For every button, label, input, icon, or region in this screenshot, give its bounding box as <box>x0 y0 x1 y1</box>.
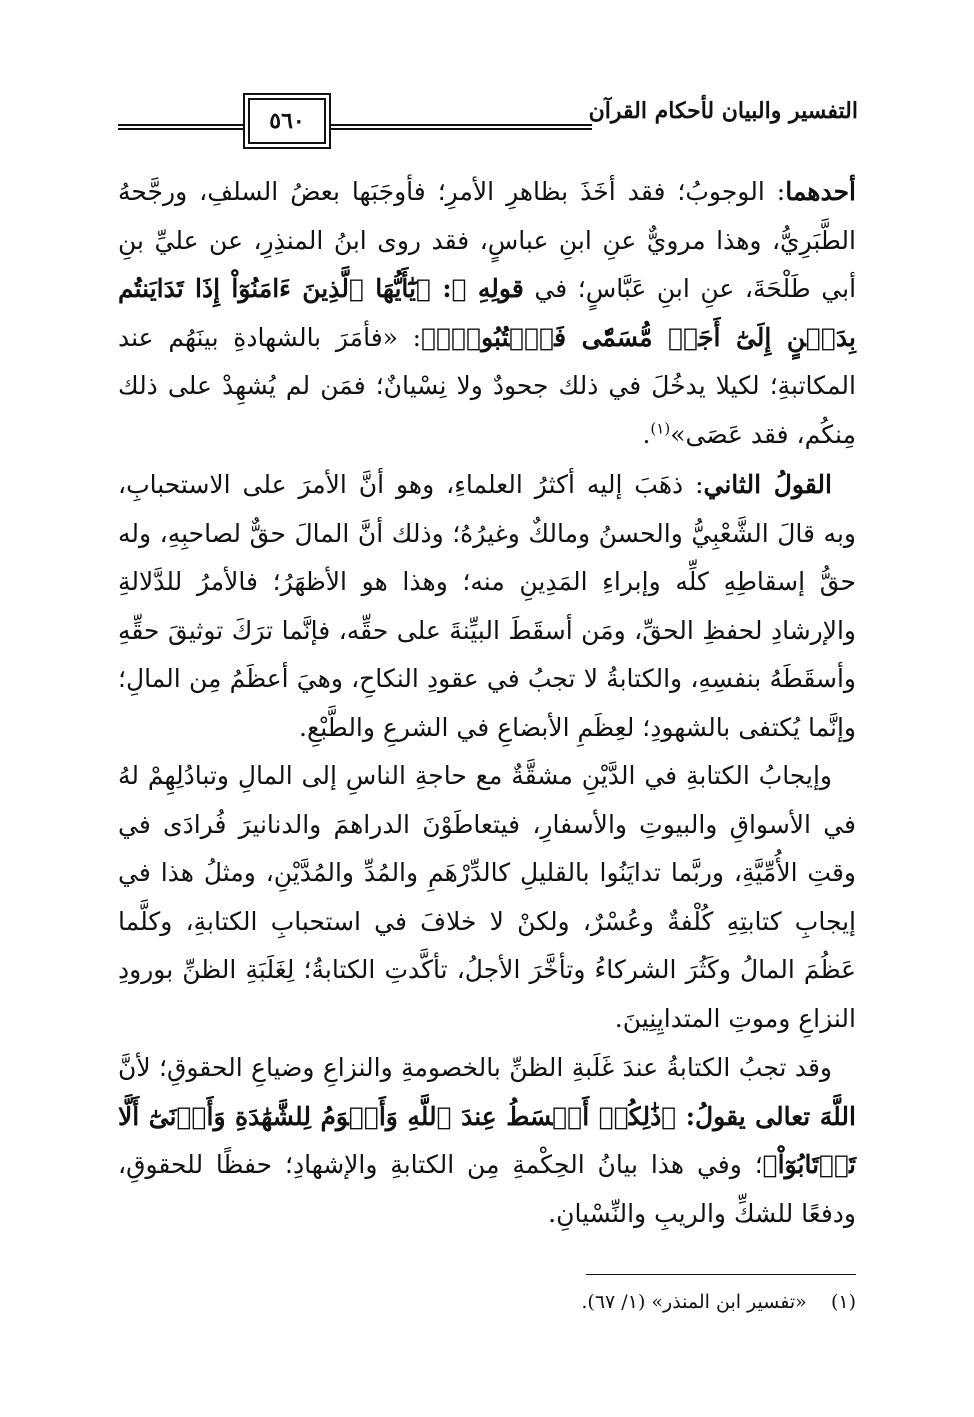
page-header <box>118 98 858 156</box>
header-rule-left <box>118 124 248 130</box>
page-number: ٥٦٠ <box>269 108 305 134</box>
paragraph-1 <box>118 168 856 459</box>
paragraph-text: وقد تجبُ الكتابةُ عندَ غَلَبةِ الظنِّ بالخصومةِ والنزاعِ وضياعِ الحقوقِ؛ لأنَّ <box>118 1053 832 1082</box>
footnote-item <box>118 1287 856 1317</box>
quran-verse: : ﴿يَٰٓأَيُّهَا ٱلَّذِينَ ءَامَنُوٓاْ إِذَا تَدَايَنتُم بِدَيۡنٍ إِلَىٰٓ أَجَلٖ مُّسَمّٗى فَٱكۡتُبُوهُۚ﴾ <box>118 274 856 352</box>
paragraph-text: وإيجابُ الكتابةِ في الدَّيْنِ مشقَّةٌ مع حاجةِ الناسِ إلى المالِ وتبادُلِهِمْ لهُ في الأسواقِ والبيوتِ والأسفارِ، فيتعاطَوْنَ الدراهمَ والدنانيرَ فُرادَى في وقتِ الأُمِّيَّةِ، وربَّما تدايَنُوا بالقليلِ كالدِّرْهَمِ والمُدِّ والمُدَّيْنِ، ومثلُ هذا في إيجابِ كتابتِهِ كُلْفةٌ وعُسْرٌ، ولكنْ لا خلافَ في استحبابِ الكتابةِ، وكلَّما عَظُمَ المالُ وكَثُرَ الشركاءُ وتأخَّرَ الأجلُ، تأكَّدتِ الكتابةُ؛ لِغَلَبَةِ الظنِّ بورودِ النزاعِ وموتِ المتدايِنِينَ. <box>118 761 856 1033</box>
footnote-reference[interactable]: (١) <box>650 419 671 438</box>
paragraph-end: . <box>642 419 651 449</box>
paragraph-lead: أحدهما <box>785 177 856 206</box>
qawlihi-text: قولِهِ ﷻ <box>451 274 524 303</box>
book-title: التفسير والبيان لأحكام القرآن <box>588 98 858 124</box>
paragraph-3 <box>118 752 856 1043</box>
allah-says-text: اللَّهَ تعالى يقولُ <box>694 1101 856 1131</box>
paragraph-4 <box>118 1044 856 1238</box>
paragraph-text: ؛ وفي هذا بيانُ الحِكْمةِ مِن الكتابةِ والإشهادِ؛ حفظًا للحقوقِ، ودفعًا للشكِّ والريبِ والنِّسْيانِ. <box>118 1150 856 1228</box>
footnote-number: (١) <box>830 1291 856 1313</box>
header-rule-right <box>330 124 592 130</box>
paragraph-text: : الوجوبُ؛ فقد أخَذَ بظاهرِ الأمرِ؛ فأوجَبَها بعضُ السلفِ، ورجَّحهُ الطَّبَرِيُّ، وهذا مرويٌّ عنِ ابنِ عباسٍ، فقد روى ابنُ المنذِرِ، عن عليِّ بنِ أبي طَلْحَةَ، عنِ ابنِ عَبَّاسٍ؛ في <box>118 177 857 303</box>
paragraph-lead: القولُ الثاني <box>703 470 832 499</box>
paragraph-text: : ذهَبَ إليه أكثرُ العلماءِ، وهو أنَّ الأمرَ على الاستحبابِ، وبه قالَ الشَّعْبِيُّ والحسنُ ومالكٌ وغيرُهُ؛ وذلك أنَّ المالَ حقٌّ لصاحبِهِ، وله حقُّ إسقاطِهِ كلِّه وإبراءِ المَدِينِ منه؛ وهذا هو الأظهَرُ؛ فالأمرُ للدَّلالةِ والإرشادِ لحفظِ الحقِّ، ومَن أسقَطَ البيِّنةَ على حقِّه، فإنَّما ترَكَ توثيقَ حقِّهِ وأسقَطَهُ بنفسِهِ، والكتابةُ لا تجبُ في عقودِ النكاحِ، وهيَ أعظَمُ مِن المالِ؛ وإنَّما يُكتفى بالشهودِ؛ لعِظَمِ الأبضاعِ في الشرعِ والطَّبْعِ. <box>118 470 856 742</box>
footnote-text: «تفسير ابن المنذر» (١/ ٦٧). <box>581 1291 807 1313</box>
quran-verse: : ﴿ذَٰلِكُمۡ أَقۡسَطُ عِندَ ٱللَّهِ وَأَقۡوَمُ لِلشَّهَٰدَةِ وَأَدۡنَىٰٓ أَلَّا تَرۡتَابُوٓاْ﴾ <box>118 1101 856 1179</box>
page-number-box <box>248 98 326 144</box>
footnote-divider <box>586 1274 856 1275</box>
paragraph-2 <box>118 461 856 752</box>
paragraph-text: : «فأمَرَ بالشهادةِ بينَهُم عند المكاتبةِ؛ لكيلا يدخُلَ في ذلك جحودٌ ولا نِسْيانٌ؛ فمَن لم يُشهِدْ على ذلك مِنكُم، فقد عَصَى» <box>118 322 856 449</box>
